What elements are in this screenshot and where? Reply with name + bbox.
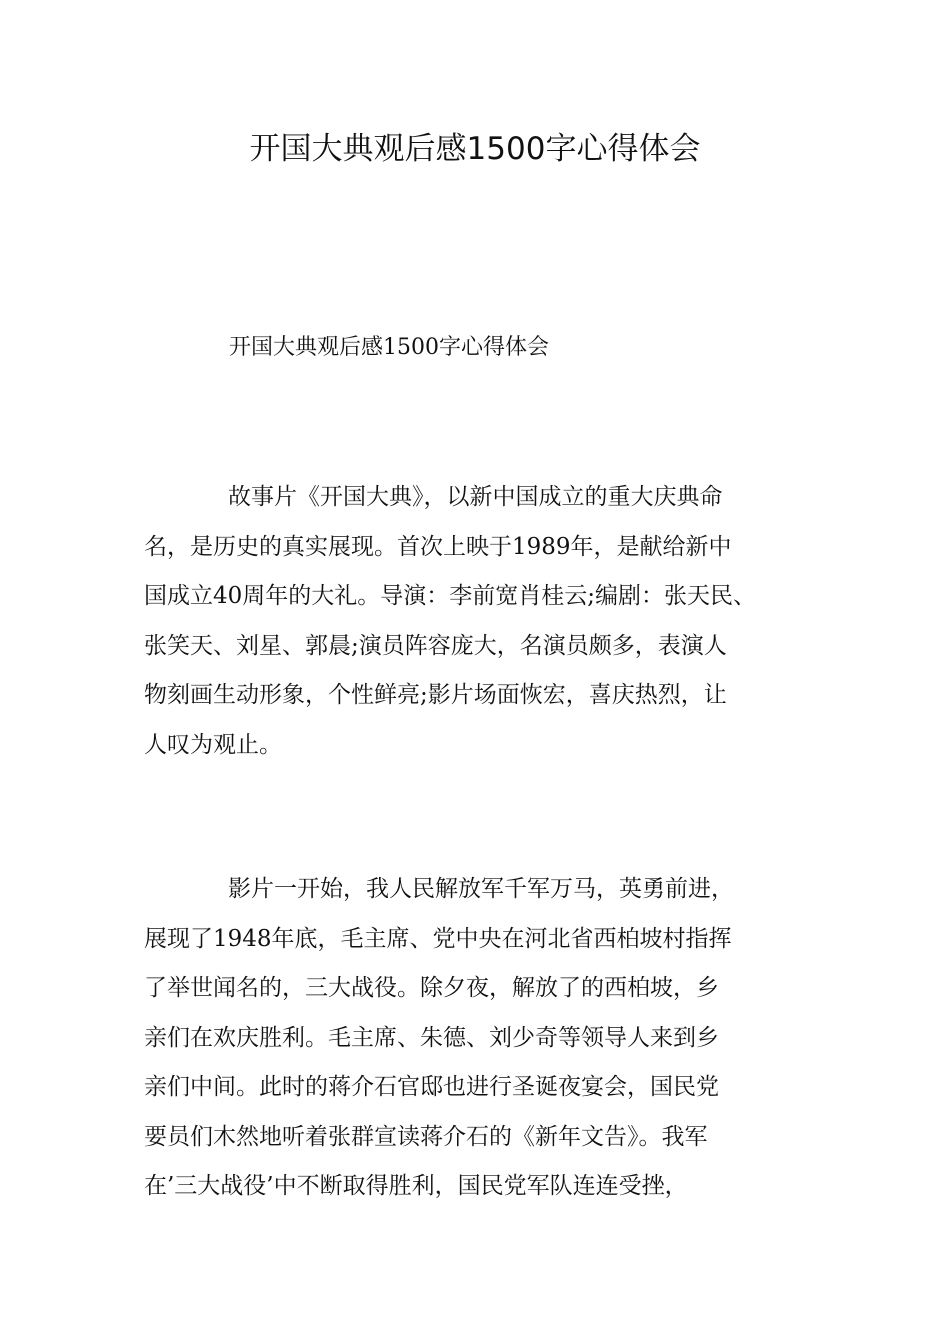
paragraph-line: 展现了1948年底，毛主席、党中央在河北省西柏坡村指挥 [144,925,732,952]
paragraph-line: 了举世闻名的，三大战役。除夕夜，解放了的西柏坡，乡 [144,975,719,1001]
paragraph-line: 故事片《开国大典》，以新中国成立的重大庆典命 [228,484,723,510]
paragraph-line: 张笑天、刘星、郭晨;演员阵容庞大，名演员颇多，表演人 [144,632,727,659]
paragraph-1 [144,473,814,770]
paragraph-line: 物刻画生动形象，个性鲜亮;影片场面恢宏，喜庆热烈，让 [144,682,727,708]
paragraph-line: 名，是历史的真实展现。首次上映于1989年，是献给新中 [144,533,732,560]
paragraph-line: 亲们中间。此时的蒋介石官邸也进行圣诞夜宴会，国民党 [144,1074,719,1100]
paragraph-2 [144,865,814,1212]
document-subtitle: 开国大典观后感1500字心得体会 [229,335,549,360]
paragraph-line: 要员们木然地听着张群宣读蒋介石的《新年文告》。我军 [144,1123,708,1150]
paragraph-line: 国成立40周年的大礼。导演：李前宽肖桂云;编剧：张天民、 [144,583,757,609]
paragraph-line: 人叹为观止。 [144,731,282,758]
paragraph-line: 在’三大战役’中不断取得胜利，国民党军队连连受挫， [144,1173,688,1199]
paragraph-line: 亲们在欢庆胜利。毛主席、朱德、刘少奇等领导人来到乡 [144,1024,719,1051]
paragraph-line: 影片一开始，我人民解放军千军万马，英勇前进， [228,876,734,902]
document-title: 开国大典观后感1500字心得体会 [249,131,701,167]
